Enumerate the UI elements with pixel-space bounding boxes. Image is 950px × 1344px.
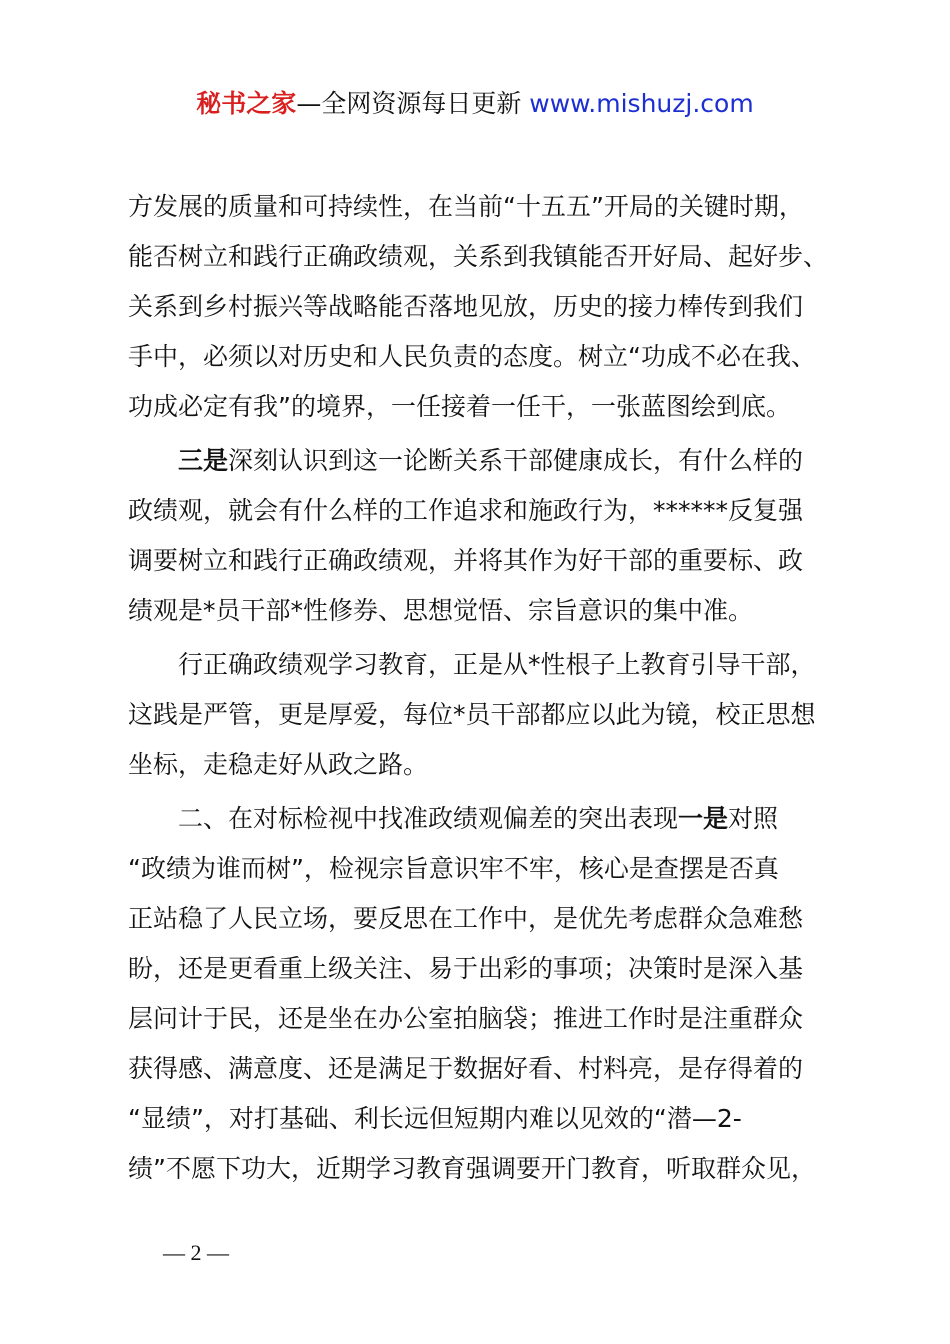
paragraph-lead: 三是 bbox=[178, 446, 229, 475]
section-heading: 二、在对标检视中找准政绩观偏差的突出表现 bbox=[178, 804, 679, 833]
paragraph-lead: 一是 bbox=[678, 804, 729, 833]
text-line: 绩”不愿下功大，近期学习教育强调要开门教育，听取群众见， bbox=[128, 1154, 816, 1183]
paragraph-first-line-text: 深刻认识到这一论断关系干部健康成长，有什么样的 bbox=[228, 446, 804, 475]
brand-name: 秘书之家 bbox=[196, 89, 297, 118]
site-header bbox=[0, 86, 950, 122]
text-line: “显绩”，对打基础、利长远但短期内难以见效的“潜—2- bbox=[128, 1104, 742, 1133]
paragraph-first-line: 行正确政绩观学习教育，正是从*性根子上教育引导干部， bbox=[178, 650, 816, 679]
text-line: 功成必定有我”的境界，一任接着一任干，一张蓝图绘到底。 bbox=[128, 392, 791, 421]
text-line: 方发展的质量和可持续性，在当前“十五五”开局的关键时期， bbox=[128, 192, 804, 221]
text-line: “政绩为谁而树”，检视宗旨意识牢不牢，核心是查摆是否真 bbox=[128, 854, 779, 883]
text-line: 政绩观，就会有什么样的工作追求和施政行为，******反复强 bbox=[128, 496, 804, 525]
text-line: 能否树立和践行正确政绩观，关系到我镇能否开好局、起好步、 bbox=[128, 242, 829, 271]
text-line: 绩观是*员干部*性修券、思想觉悟、宗旨意识的集中准。 bbox=[128, 596, 754, 625]
page-number: — 2 — bbox=[163, 1240, 229, 1265]
text-line: 获得感、满意度、还是满足于数据好看、村料亮，是存得着的 bbox=[128, 1054, 804, 1083]
text-line: 盼，还是更看重上级关注、易于出彩的事项；决策时是深入基 bbox=[128, 954, 804, 983]
text-line: 正站稳了人民立场，要反思在工作中，是优先考虑群众急难愁 bbox=[128, 904, 804, 933]
section-heading-line bbox=[128, 794, 840, 844]
site-url-link[interactable]: www.mishuzj.com bbox=[529, 89, 754, 118]
text-line: 这践是严管，更是厚爱，每位*员干部都应以此为镜，校正思想 bbox=[128, 700, 816, 729]
document-body bbox=[128, 182, 840, 1194]
text-line: 坐标，走稳走好从政之路。 bbox=[128, 750, 429, 779]
text-line: 关系到乡村振兴等战略能否落地见放，历史的接力棒传到我们 bbox=[128, 292, 804, 321]
text-line: 层问计于民，还是坐在办公室拍脑袋；推进工作时是注重群众 bbox=[128, 1004, 804, 1033]
text-line: 手中，必须以对历史和人民负责的态度。树立“功成不必在我、 bbox=[128, 342, 816, 371]
paragraph-first-line bbox=[128, 436, 840, 486]
paragraph-first-line-text: 对照 bbox=[728, 804, 779, 833]
text-line: 调要树立和践行正确政绩观，并将其作为好干部的重要标、政 bbox=[128, 546, 804, 575]
header-tagline: —全网资源每日更新 bbox=[296, 89, 530, 118]
